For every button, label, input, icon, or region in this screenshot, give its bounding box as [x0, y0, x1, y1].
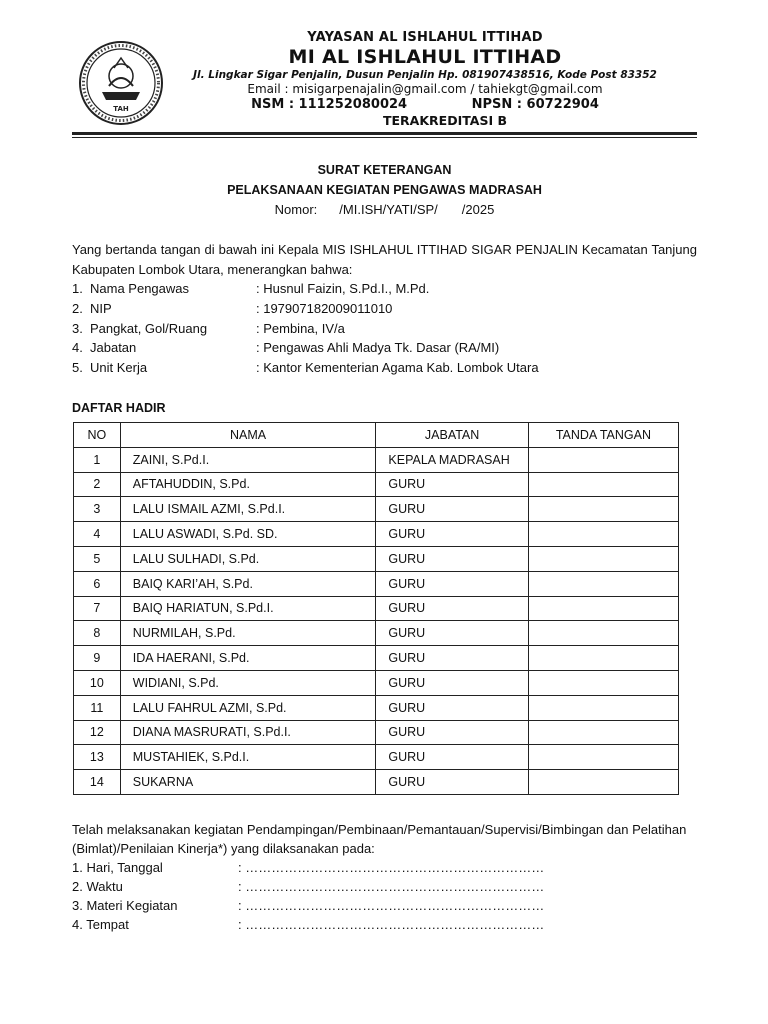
- list-item: 5. Unit Kerja : Kantor Kementerian Agama Kab. Lombok Utara: [72, 360, 539, 376]
- list-item: 1. Hari, Tanggal : ……………………………………………………………: [72, 860, 545, 875]
- list-item: 1. Nama Pengawas : Husnul Faizin, S.Pd.I., M.Pd.: [72, 281, 430, 296]
- attendance-table: [73, 422, 679, 795]
- table-row: 11 LALU FAHRUL AZMI, S.Pd. GURU: [74, 695, 679, 720]
- signature-cell: [528, 497, 678, 522]
- signature-cell: [528, 720, 678, 745]
- letterhead-divider: [72, 132, 697, 135]
- table-row: 7 BAIQ HARIATUN, S.Pd.I. GURU: [74, 596, 679, 621]
- closing-paragraph: Telah melaksanakan kegiatan Pendampingan/Pembinaan/Pemantauan/Supervisi/Bimbingan dan Pelatihan (Bimlat)/Penilaian Kinerja*) yang dilaksanakan pada:: [72, 822, 687, 856]
- logo-text: TAH: [113, 105, 129, 113]
- col-no: NO: [74, 423, 121, 448]
- list-item: 4. Tempat : ……………………………………………………………: [72, 917, 545, 932]
- signature-cell: [528, 621, 678, 646]
- signature-cell: [528, 546, 678, 571]
- table-row: 13 MUSTAHIEK, S.Pd.I. GURU: [74, 745, 679, 770]
- signature-cell: [528, 745, 678, 770]
- col-tanda-tangan: TANDA TANGAN: [528, 423, 678, 448]
- list-item: 2. Waktu : ……………………………………………………………: [72, 879, 545, 894]
- table-row: 2 AFTAHUDDIN, S.Pd. GURU: [74, 472, 679, 497]
- school-address: Jl. Lingkar Sigar Penjalin, Dusun Penjalin Hp. 081907438516, Kode Post 83352: [193, 69, 657, 81]
- school-name: MI AL ISHLAHUL ITTIHAD: [288, 46, 562, 68]
- list-item: 3. Pangkat, Gol/Ruang : Pembina, IV/a: [72, 320, 345, 336]
- signature-cell: [528, 596, 678, 621]
- table-row: 12 DIANA MASRURATI, S.Pd.I. GURU: [74, 720, 679, 745]
- foundation-name: YAYASAN AL ISHLAHUL ITTIHAD: [307, 30, 543, 45]
- attendance-heading: DAFTAR HADIR: [72, 401, 166, 415]
- number-mid: /MI.ISH/YATI/SP/: [339, 202, 438, 217]
- number-end: /2025: [461, 202, 495, 217]
- school-logo: [78, 40, 164, 126]
- list-item: 3. Materi Kegiatan : ……………………………………………………………: [72, 898, 545, 913]
- signature-cell: [528, 646, 678, 671]
- title-line-1: SURAT KETERANGAN: [317, 163, 452, 177]
- list-item: 2. NIP : 197907182009011010: [72, 300, 393, 316]
- signature-cell: [528, 472, 678, 497]
- list-item: 4. Jabatan : Pengawas Ahli Madya Tk. Dasar (RA/MI): [72, 340, 500, 356]
- table-row: 4 LALU ASWADI, S.Pd. SD. GURU: [74, 522, 679, 547]
- letterhead: [160, 30, 690, 129]
- table-row: 3 LALU ISMAIL AZMI, S.Pd.I. GURU: [74, 497, 679, 522]
- table-row: 10 WIDIANI, S.Pd. GURU: [74, 670, 679, 695]
- npsn: NPSN : 60722904: [471, 97, 599, 112]
- table-row: 8 NURMILAH, S.Pd. GURU: [74, 621, 679, 646]
- signature-cell: [528, 770, 678, 795]
- table-row: 14 SUKARNA GURU: [74, 770, 679, 795]
- col-nama: NAMA: [120, 423, 376, 448]
- table-row: 5 LALU SULHADI, S.Pd. GURU: [74, 546, 679, 571]
- letterhead-divider-thin: [72, 137, 697, 138]
- intro-paragraph: Yang bertanda tangan di bawah ini Kepala MIS ISHLAHUL ITTIHAD SIGAR PENJALIN Kecamatan Tanjung Kabupaten Lombok Utara, menerangkan bahwa:: [72, 242, 697, 277]
- nsm: NSM : 111252080024: [251, 97, 408, 112]
- document-title: [72, 160, 697, 220]
- signature-cell: [528, 447, 678, 472]
- table-header-row: [74, 423, 679, 448]
- signature-cell: [528, 571, 678, 596]
- accreditation: TERAKREDITASI B: [382, 113, 507, 128]
- signature-cell: [528, 695, 678, 720]
- signature-cell: [528, 522, 678, 547]
- title-line-2: PELAKSANAAN KEGIATAN PENGAWAS MADRASAH: [227, 183, 542, 197]
- supervisor-details: [72, 279, 697, 378]
- number-label: Nomor:: [274, 202, 318, 217]
- col-jabatan: JABATAN: [376, 423, 528, 448]
- school-identifiers: [160, 97, 690, 113]
- closing-section: [72, 820, 697, 934]
- table-row: 9 IDA HAERANI, S.Pd. GURU: [74, 646, 679, 671]
- table-row: 1 ZAINI, S.Pd.I. KEPALA MADRASAH: [74, 447, 679, 472]
- table-row: 6 BAIQ KARI’AH, S.Pd. GURU: [74, 571, 679, 596]
- school-email: Email : misigarpenajalin@gmail.com / tahiekgt@gmail.com: [247, 82, 603, 96]
- signature-cell: [528, 670, 678, 695]
- letter-number: [72, 200, 697, 220]
